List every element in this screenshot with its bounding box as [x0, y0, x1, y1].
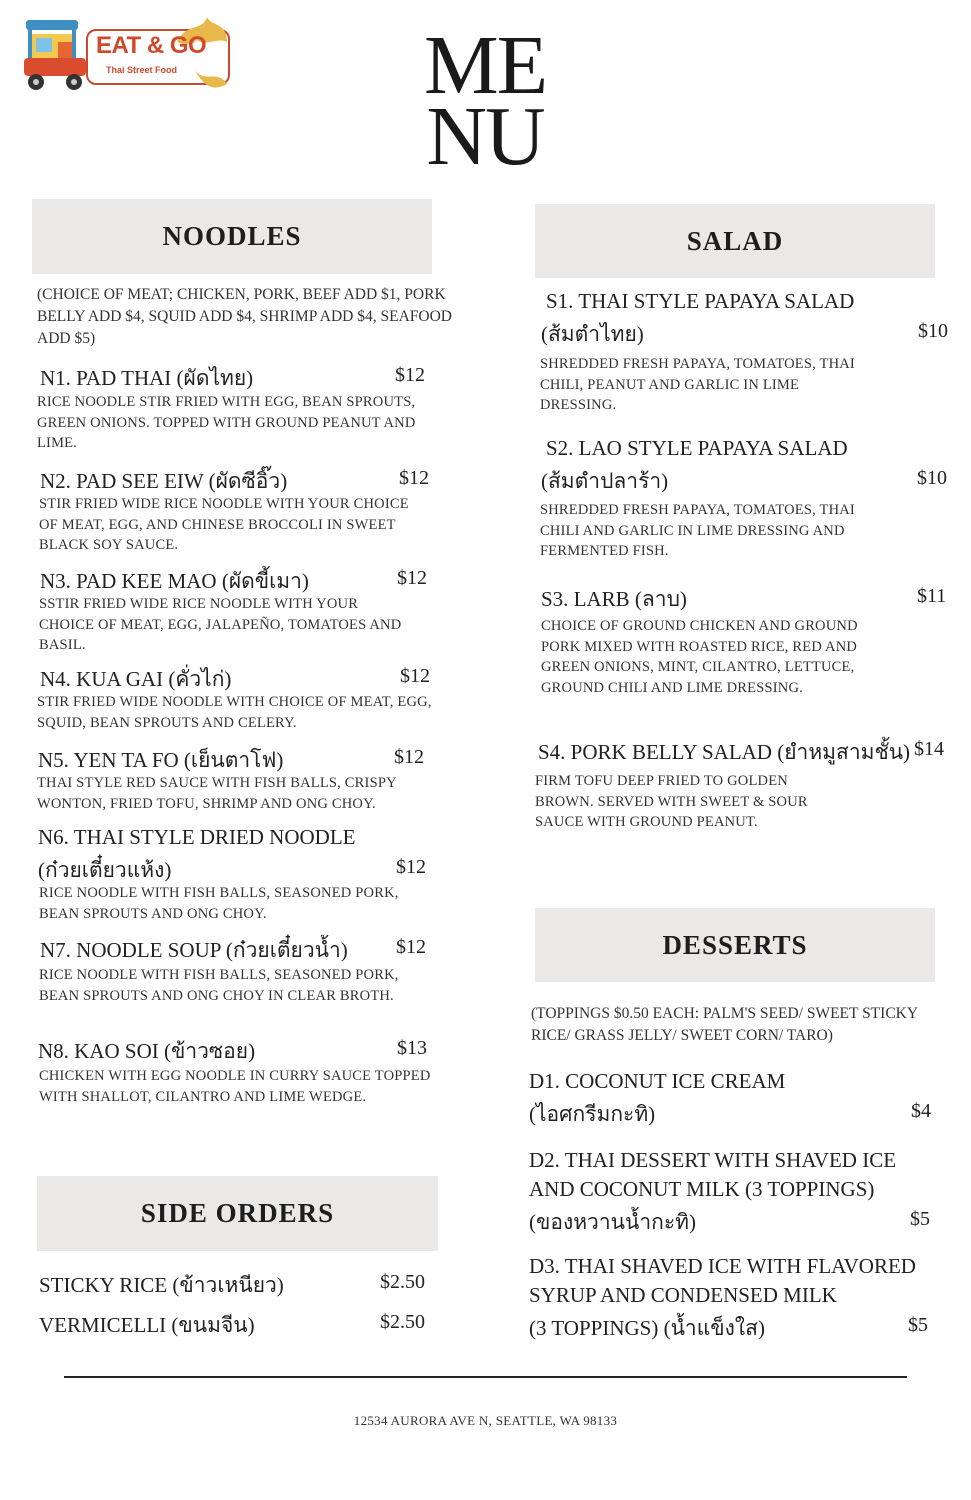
- side-item-price: $2.50: [380, 1311, 425, 1333]
- menu-item-name: S2. LAO STYLE PAPAYA SALAD: [546, 436, 848, 460]
- salad-header: [535, 204, 935, 278]
- dessert-item-thai-name: (ของหวานน้ำกะทิ): [529, 1210, 696, 1234]
- menu-item-name: N4. KUA GAI (คั่วไก่): [40, 667, 232, 691]
- noodles-title: NOODLES: [162, 221, 302, 251]
- menu-item-name: S3. LARB (ลาบ): [541, 587, 687, 611]
- noodles-header: [32, 199, 432, 274]
- side-orders-header: [37, 1176, 438, 1251]
- menu-item-price: $12: [397, 567, 427, 589]
- menu-title-line2: NU: [426, 90, 544, 183]
- dessert-item-thai-name: (ไอศกรีมกะทิ): [529, 1102, 656, 1126]
- dessert-item-name: D2. THAI DESSERT WITH SHAVED ICE: [529, 1148, 897, 1172]
- logo-tagline: Thai Street Food: [106, 65, 178, 75]
- menu-item-price: $12: [400, 665, 430, 687]
- dessert-item-name: D3. THAI SHAVED ICE WITH FLAVORED: [529, 1254, 916, 1278]
- logo-name: EAT & GO: [96, 32, 207, 59]
- menu-item-desc: SHREDDED FRESH PAPAYA, TOMATOES, THAI CHILI, PEANUT AND GARLIC IN LIME DRESSING.: [540, 356, 855, 413]
- menu-item-desc: FIRM TOFU DEEP FRIED TO GOLDEN BROWN. SERVED WITH SWEET & SOUR SAUCE WITH GROUND PEANUT.: [535, 773, 808, 830]
- restaurant-logo: [22, 12, 232, 98]
- menu-item-desc: THAI STYLE RED SAUCE WITH FISH BALLS, CRISPY WONTON, FRIED TOFU, SHRIMP AND ONG CHOY.: [37, 775, 397, 812]
- footer-divider: [64, 1376, 907, 1378]
- menu-item-name: N7. NOODLE SOUP (ก๋วยเตี๋ยวน้ำ): [40, 938, 348, 962]
- dessert-item-name-line2: AND COCONUT MILK (3 TOPPINGS): [529, 1177, 875, 1201]
- menu-item-desc: RICE NOODLE WITH FISH BALLS, SEASONED PORK, BEAN SPROUTS AND ONG CHOY.: [39, 885, 399, 922]
- menu-item-thai-name: (ส้มตำไทย): [541, 322, 644, 346]
- menu-item-desc: CHICKEN WITH EGG NOODLE IN CURRY SAUCE TOPPED WITH SHALLOT, CILANTRO AND LIME WEDGE.: [39, 1068, 431, 1105]
- menu-item-name: S1. THAI STYLE PAPAYA SALAD: [546, 289, 855, 313]
- toppings-note: (TOPPINGS $0.50 EACH: PALM'S SEED/ SWEET STICKY RICE/ GRASS JELLY/ SWEET CORN/ TARO): [531, 1005, 918, 1044]
- menu-item-price: $11: [917, 585, 947, 607]
- side-item-price: $2.50: [380, 1271, 425, 1293]
- dessert-item-name-line2: SYRUP AND CONDENSED MILK: [529, 1283, 837, 1307]
- menu-item-price: $12: [396, 936, 426, 958]
- desserts-header: [535, 908, 935, 982]
- side-orders-title: SIDE ORDERS: [140, 1198, 335, 1228]
- menu-item-name: N5. YEN TA FO (เย็นตาโฟ): [38, 748, 284, 772]
- menu-item-price: $12: [399, 467, 429, 489]
- menu-item-desc: STIR FRIED WIDE RICE NOODLE WITH YOUR CHOICE OF MEAT, EGG, AND CHINESE BROCCOLI IN SWEET BLACK SOY SAUCE.: [39, 496, 409, 553]
- menu-item-desc: CHOICE OF GROUND CHICKEN AND GROUND PORK MIXED WITH ROASTED RICE, RED AND GREEN ONIONS, MINT, CILANTRO, LETTUCE, GROUND CHILI AND LIME DRESSING.: [541, 618, 858, 696]
- menu-title-line1: ME: [424, 19, 546, 112]
- menu-item-desc: STIR FRIED WIDE NOODLE WITH CHOICE OF MEAT, EGG, SQUID, BEAN SPROUTS AND CELERY.: [37, 694, 432, 731]
- dessert-item-price: $4: [911, 1100, 931, 1122]
- desserts-title: DESSERTS: [662, 929, 808, 960]
- dessert-item-price: $5: [908, 1314, 928, 1336]
- menu-item-price: $10: [917, 467, 947, 489]
- side-item-name: STICKY RICE (ข้าวเหนียว): [39, 1273, 284, 1297]
- menu-item-name: S4. PORK BELLY SALAD (ยำหมูสามชั้น): [538, 740, 911, 764]
- menu-item-name: N3. PAD KEE MAO (ผัดขี้เมา): [40, 569, 309, 593]
- dessert-item-price: $5: [910, 1208, 930, 1230]
- menu-item-price: $12: [396, 856, 426, 878]
- menu-item-name: N8. KAO SOI (ข้าวซอย): [38, 1039, 256, 1063]
- menu-item-desc: RICE NOODLE WITH FISH BALLS, SEASONED PORK, BEAN SPROUTS AND ONG CHOY IN CLEAR BROTH.: [39, 967, 399, 1004]
- footer-address: 12534 AURORA AVE N, SEATTLE, WA 98133: [353, 1413, 618, 1428]
- menu-item-desc: SSTIR FRIED WIDE RICE NOODLE WITH YOUR CHOICE OF MEAT, EGG, JALAPEÑO, TOMATOES AND BASIL.: [39, 596, 402, 653]
- menu-item-thai-name: (ส้มตำปลาร้า): [541, 469, 669, 493]
- menu-item-price: $13: [397, 1037, 427, 1059]
- salad-title: SALAD: [686, 225, 784, 256]
- menu-item-desc: RICE NOODLE STIR FRIED WITH EGG, BEAN SPROUTS, GREEN ONIONS. TOPPED WITH GROUND PEANUT AND LIME.: [37, 394, 416, 451]
- menu-item-price: $14: [914, 738, 944, 760]
- menu-item-desc: SHREDDED FRESH PAPAYA, TOMATOES, THAI CHILI AND GARLIC IN LIME DRESSING AND FERMENTED FISH.: [540, 502, 855, 559]
- menu-item-price: $10: [918, 320, 948, 342]
- dessert-item-name: D1. COCONUT ICE CREAM: [529, 1069, 786, 1093]
- side-item-name: VERMICELLI (ขนมจีน): [39, 1313, 255, 1337]
- dessert-item-name-line3: (3 TOPPINGS) (น้ำแข็งใส): [529, 1316, 765, 1340]
- menu-item-name: N1. PAD THAI (ผัดไทย): [40, 366, 254, 390]
- flame-ornament-bottom-icon: [192, 64, 232, 94]
- menu-item-thai-name: (ก๋วยเตี๋ยวแห้ง): [38, 858, 172, 882]
- menu-item-name: N6. THAI STYLE DRIED NOODLE: [38, 825, 356, 849]
- menu-item-name: N2. PAD SEE EIW (ผัดซีอิ๊ว): [40, 469, 288, 493]
- menu-item-price: $12: [394, 746, 424, 768]
- noodles-meat-note: (CHOICE OF MEAT; CHICKEN, PORK, BEEF ADD $1, PORK BELLY ADD $4, SQUID ADD $4, SHRIMP ADD $4, SEAFOOD ADD $5): [37, 286, 452, 347]
- menu-item-price: $12: [395, 364, 425, 386]
